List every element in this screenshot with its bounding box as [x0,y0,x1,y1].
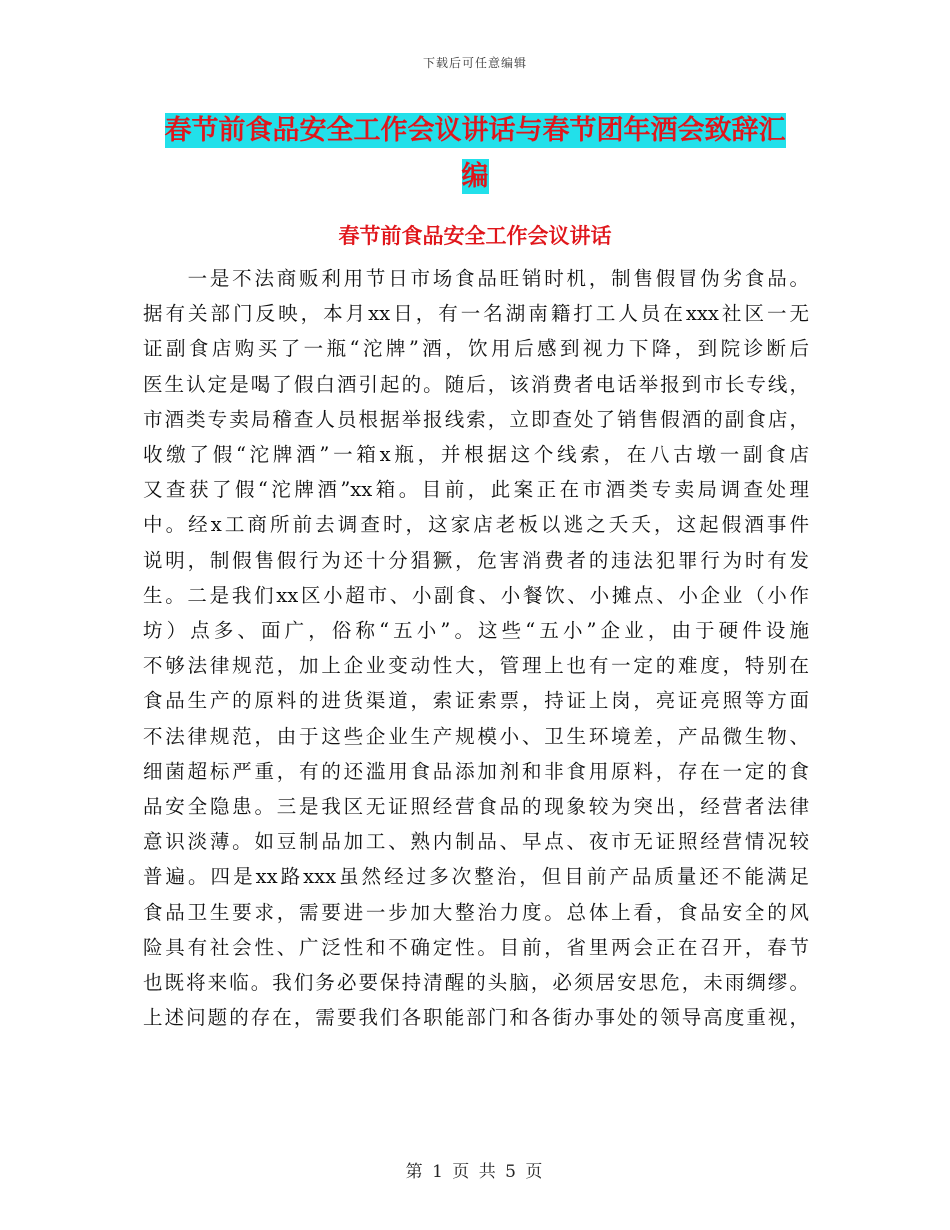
body-line: 市酒类专卖局稽查人员根据举报线索，立即查处了销售假酒的副食店， [143,407,809,431]
body-line: 普遍。四是xx路xxx虽然经过多次整治，但目前产品质量还不能满足 [143,865,809,889]
body-line: 意识淡薄。如豆制品加工、熟内制品、早点、夜市无证照经营情况较 [143,830,809,854]
body-line: 险具有社会性、广泛性和不确定性。目前，省里两会正在召开，春节 [143,935,809,959]
body-line: 细菌超标严重，有的还滥用食品添加剂和非食用原料，存在一定的食 [143,759,809,783]
body-line: 不够法律规范，加上企业变动性大，管理上也有一定的难度，特别在 [143,654,809,678]
body-line: 坊）点多、面广，俗称“五小”。这些“五小”企业，由于硬件设施 [143,619,809,643]
body-line: 一是不法商贩利用节日市场食品旺销时机，制售假冒伪劣食品。 [143,267,809,290]
body-line: 说明，制假售假行为还十分猖獗，危害消费者的违法犯罪行为时有发 [143,548,809,572]
body-line: 品安全隐患。三是我区无证照经营食品的现象较为突出，经营者法律 [143,795,809,819]
document-title-line2: 编 [461,161,489,192]
page-header-note: 下载后可任意编辑 [422,56,527,70]
body-line: 收缴了假“沱牌酒”一箱x瓶，并根据这个线索，在八古墩一副食店 [143,443,809,467]
body-line: 医生认定是喝了假白酒引起的。随后，该消费者电话举报到市长专线， [143,372,809,396]
body-line: 食品卫生要求，需要进一步加大整治力度。总体上看，食品安全的风 [143,900,809,924]
body-line: 据有关部门反映，本月xx日，有一名湖南籍打工人员在xxx社区一无 [143,302,809,326]
document-title [150,108,800,200]
body-line: 不法律规范，由于这些企业生产规模小、卫生环境差，产品微生物、 [143,724,809,748]
section-title: 春节前食品安全工作会议讲话 [338,223,612,248]
body-line: 也既将来临。我们务必要保持清醒的头脑，必须居安思危，未雨绸缪。 [143,971,809,995]
body-text [143,261,809,1035]
body-line: 生。二是我们xx区小超市、小副食、小餐饮、小摊点、小企业（小作 [143,583,809,607]
body-line: 上述问题的存在，需要我们各职能部门和各街办事处的领导高度重视， [143,1006,809,1030]
page-number-footer: 第 1 页 共 5 页 [405,1162,545,1182]
document-title-line1: 春节前食品安全工作会议讲话与春节团年酒会致辞汇 [164,115,786,146]
body-line: 中。经x工商所前去调查时，这家店老板以逃之夭夭，这起假酒事件 [143,513,809,537]
body-line: 又查获了假“沱牌酒”xx箱。目前，此案正在市酒类专卖局调查处理 [143,478,809,502]
body-line: 食品生产的原料的进货渠道，索证索票，持证上岗，亮证亮照等方面 [143,689,809,713]
body-line: 证副食店购买了一瓶“沱牌”酒，饮用后感到视力下降，到院诊断后 [143,337,809,361]
